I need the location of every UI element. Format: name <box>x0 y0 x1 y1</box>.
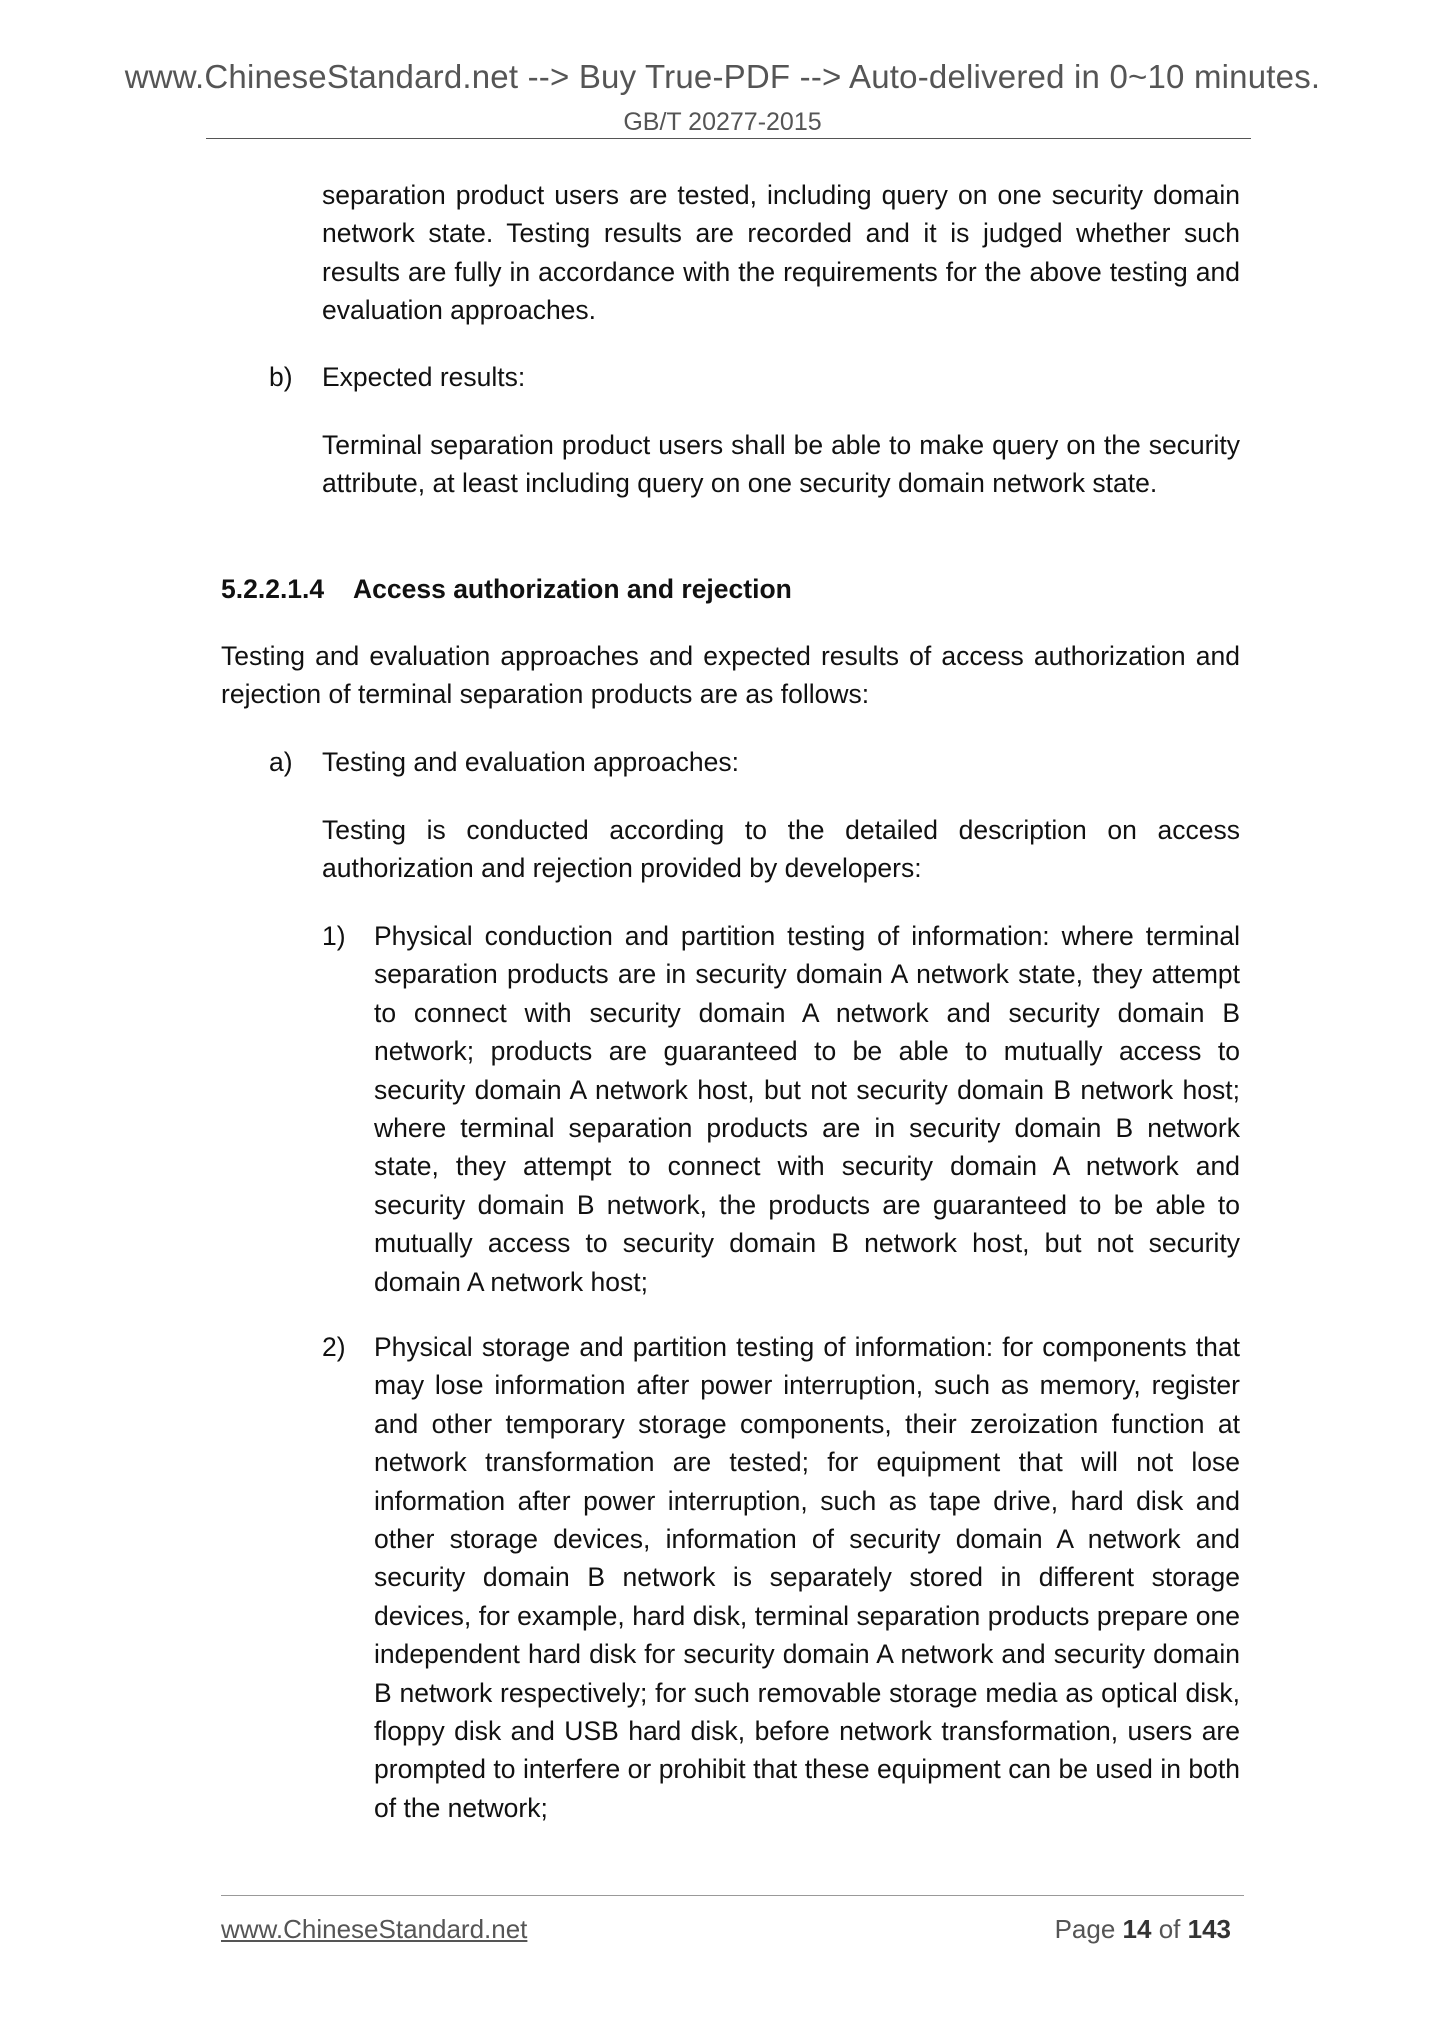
standard-number: GB/T 20277-2015 <box>623 108 822 136</box>
page-total: 143 <box>1187 1914 1231 1944</box>
sub-item-1-marker: 1) <box>322 921 346 951</box>
header-banner: www.ChineseStandard.net --> Buy True-PDF --> Auto-delivered in 0~10 minutes. <box>124 58 1321 95</box>
footer-website-link[interactable]: www.ChineseStandard.net <box>221 1914 528 1944</box>
expected-results-paragraph: Terminal separation product users shall be able to make query on the security attribute, at least including query on one security domain network state. <box>322 430 1240 499</box>
header-divider <box>206 138 1251 139</box>
item-a-marker: a) <box>269 747 293 777</box>
section-heading <box>221 570 792 608</box>
testing-paragraph: Testing is conducted according to the detailed description on access authorization and rejection provided by developers: <box>322 815 1240 884</box>
sub-item-1-text: Physical conduction and partition testing of information: where terminal separation products are in security domain A network state, they attempt to connect with security domain A network and security domain B network; products are guaranteed to be able to mutually access to security domain A network host, but not security domain B network host; where terminal separation products are in security domain B network state, they attempt to connect with security domain A network and security domain B network, the products are guaranteed to be able to mutually access to security domain B network host, but not security domain A network host; <box>374 921 1240 1297</box>
sub-item-2-text: Physical storage and partition testing of information: for components that may lose information after power interruption, such as memory, register and other temporary storage components, their zeroization function at network transformation are tested; for equipment that will not lose information after power interruption, such as tape drive, hard disk and other storage devices, information of security domain A network and security domain B network is separately stored in different storage devices, for example, hard disk, terminal separation products prepare one independent hard disk for security domain A network and security domain B network respectively; for such removable storage media as optical disk, floppy disk and USB hard disk, before network transformation, users are prompted to interfere or prohibit that these equipment can be used in both of the network; <box>374 1332 1240 1823</box>
section-title: Access authorization and rejection <box>353 574 792 604</box>
page-of: of <box>1158 1914 1181 1944</box>
item-a-label: Testing and evaluation approaches: <box>322 747 739 777</box>
section-number: 5.2.2.1.4 <box>221 574 325 604</box>
intro-paragraph: Testing and evaluation approaches and expected results of access authorization and rejection of terminal separation products are as follows: <box>221 641 1240 710</box>
page-indicator <box>1055 1914 1231 1945</box>
item-b-label: Expected results: <box>322 362 526 392</box>
item-b-marker: b) <box>269 362 293 392</box>
footer-divider <box>221 1895 1244 1896</box>
page-prefix: Page <box>1054 1914 1116 1944</box>
sub-item-2-marker: 2) <box>322 1332 346 1362</box>
continuation-paragraph: separation product users are tested, including query on one security domain network state. Testing results are recorded and it is judged whether such results are fully in accordance with the requirements for the above testing and evaluation approaches. <box>322 180 1240 326</box>
page-current: 14 <box>1122 1914 1152 1944</box>
